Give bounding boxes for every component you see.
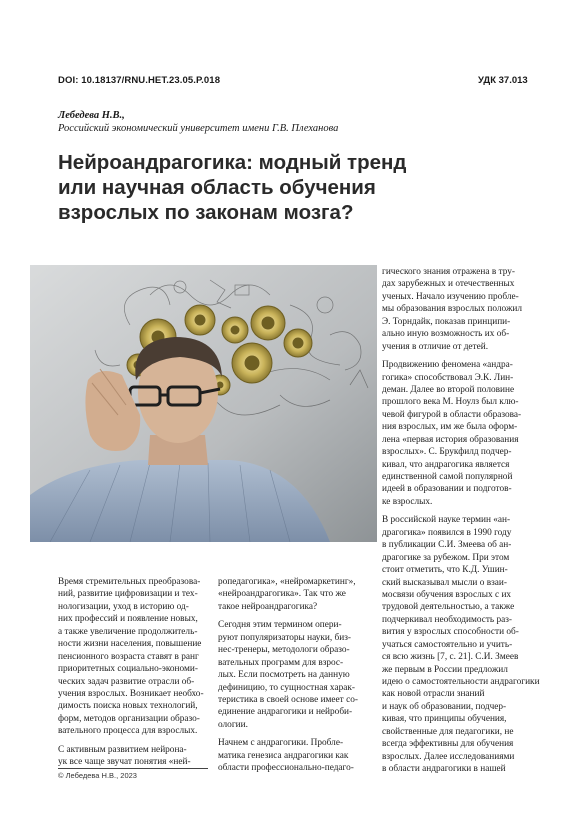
text-line: учения взрослых. Возникает необхо- [58,688,204,699]
text-line: кивая, что принципы обучения, [382,714,507,725]
text-line: драгогике за рубежом. При этом [382,552,510,563]
text-line: Время стремительных преобразова- [58,577,201,587]
text-line: Продвижению феномена «андра- [382,360,513,371]
text-column-2 [218,576,372,775]
text-line: дах зарубежных и отечественных [382,279,515,290]
man-thinking-with-gears-photo [30,265,377,542]
title-line: или научная область обучения [58,176,376,199]
text-line: теристика в своей основе имеет со- [218,694,358,705]
text-line: ся всю жизнь [7, с. 21]. С.И. Змеев [382,652,519,663]
text-line: в публикации С.И. Змеева об ан- [382,540,512,551]
text-line: С активным развитием нейрона- [58,744,187,755]
text-line: руют популяризаторы науки, биз- [218,632,352,643]
text-line: нологизации, уход в историю од- [58,601,189,612]
text-line: идею о самостоятельности андрагогики [382,677,540,687]
text-line: взрослых». С. Брукфилд подчер- [382,447,512,458]
text-line: гогика» способствовал Э.К. Лин- [382,372,514,383]
text-line: пенсионного возраста ставят в ранг [58,651,199,662]
text-line: приоритетных социально-экономи- [58,664,198,675]
text-line: них профессий и появление новых, [58,614,198,625]
text-line: стоит отметить, что К.Д. Ушин- [382,565,508,576]
text-line: мы образования взрослых положил [382,304,522,315]
text-line: в области андрагогики в нашей [382,764,506,775]
text-line: подчеркивал необходимость раз- [382,614,513,625]
article-title [58,150,458,225]
text-line: ности жизни населения, повышение [58,639,202,650]
text-line: а также увеличение продолжитель- [58,626,198,637]
text-line: прошлого века М. Ноулз был клю- [382,397,519,408]
title-line: Нейроандрагогика: модный тренд [58,151,407,174]
text-line: ропедагогика», «нейромаркетинг», [218,577,356,587]
text-line: взрослых. Далее исследованиями [382,751,515,762]
text-line: Начнем с андрагогики. Пробле- [218,738,344,749]
text-line: лых. Если посмотреть на данную [218,670,350,681]
text-line: всегда эффективны для обучения [382,739,514,750]
text-line: Сегодня этим термином опери- [218,620,342,631]
text-line: единственной самой популярной [382,472,513,482]
text-line: и наук об образовании, подчер- [382,701,507,712]
text-line: мосвязи обучения взрослых с их [382,589,512,600]
text-column-3 [382,266,540,776]
text-line: идеей в образовании и подготов- [382,484,512,495]
text-line: области профессионально-педаго- [218,763,354,774]
title-line: взрослых по законам мозга? [58,201,354,224]
text-line: учения в отличие от детей. [382,341,489,352]
text-line: вательных программ для взрос- [218,657,344,668]
text-line: чевой фигурой в области образова- [382,409,522,420]
text-line: драгогика» появился в 1990 году [382,527,512,538]
text-line: ский высказывал мысли о взаи- [382,577,507,588]
doi-label: DOI: 10.18137/RNU.HET.23.05.P.018 [58,75,221,86]
copyright-notice: © Лебедева Н.В., 2023 [58,771,137,780]
text-line: деман. Далее во второй половине [382,384,515,395]
text-line: учаться самостоятельно и учить- [382,639,513,650]
udk-label: УДК 37.013 [478,75,528,86]
text-line: гического знания отражена в тру- [382,267,516,277]
text-line: ческих задач развитие отрасли об- [58,676,195,687]
text-line: ний, развитие цифровизации и тех- [58,589,198,600]
text-line: ук все чаще звучат понятия «ней- [58,757,191,768]
text-line: ке взрослых. [382,496,433,507]
author-affiliation: Российский экономический университет имени Г.В. Плеханова [58,123,339,134]
text-line: ния взрослых, им же была оформ- [382,422,518,433]
text-line: «нейроандрагогика». Так что же [218,589,346,600]
text-line: вития у взрослых способности об- [382,627,519,638]
text-line: такое нейроандрагогика? [218,601,318,612]
text-line: форм, методов организации образо- [58,713,200,724]
author-name: Лебедева Н.В., [58,110,125,121]
text-line: лена «первая история образования [382,434,519,445]
text-line: ально иную возможность их об- [382,329,510,340]
text-line: дефиницию, то сущностная харак- [218,682,355,693]
text-line: как новой отрасли знаний [382,689,485,700]
text-line: В российской науке термин «ан- [382,515,511,526]
text-line: ученых. Начало изучению пробле- [382,291,519,302]
text-line: матика генезиса андрагогики как [218,750,349,761]
text-line: нес-тренеры, методологи образо- [218,645,350,656]
footer-rule [58,768,208,769]
text-line: свойственные для педагогики, не [382,726,514,737]
text-line: единение андрагогики и нейроби- [218,707,353,718]
text-line: же первым в России предложил [382,664,508,675]
text-line: Э. Торндайк, показав принципи- [382,316,511,327]
text-line: трудовой деятельностью, а также [382,602,515,613]
text-line: кивал, что андрагогика является [382,459,510,470]
text-line: димость поиска новых технологий, [58,701,198,712]
text-column-1 [58,576,212,769]
text-line: ологии. [218,719,248,730]
text-line: вательного процесса для взрослых. [58,726,198,737]
